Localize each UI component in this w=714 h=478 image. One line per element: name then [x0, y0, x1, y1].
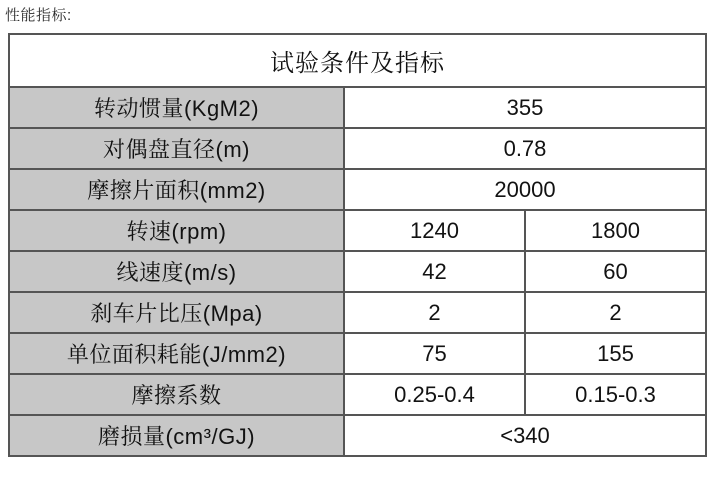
row-value: 42 — [344, 251, 525, 292]
row-value: 0.78 — [344, 128, 706, 169]
table-row — [9, 210, 706, 251]
row-value: 0.15-0.3 — [525, 374, 706, 415]
row-label: 刹车片比压(Mpa) — [9, 292, 344, 333]
row-value: 0.25-0.4 — [344, 374, 525, 415]
row-label: 单位面积耗能(J/mm2) — [9, 333, 344, 374]
row-label: 摩擦片面积(mm2) — [9, 169, 344, 210]
table-row — [9, 87, 706, 128]
table-row — [9, 333, 706, 374]
row-value: 60 — [525, 251, 706, 292]
row-label: 对偶盘直径(m) — [9, 128, 344, 169]
row-value: 355 — [344, 87, 706, 128]
row-label: 线速度(m/s) — [9, 251, 344, 292]
table-row — [9, 251, 706, 292]
table-title: 试验条件及指标 — [9, 34, 706, 87]
row-value: 1800 — [525, 210, 706, 251]
table-title-row — [9, 34, 706, 87]
row-value: 75 — [344, 333, 525, 374]
row-label: 摩擦系数 — [9, 374, 344, 415]
table-row — [9, 374, 706, 415]
row-label: 转动惯量(KgM2) — [9, 87, 344, 128]
spec-table — [8, 33, 707, 457]
table-row — [9, 169, 706, 210]
page-label: 性能指标: — [5, 7, 72, 24]
row-value: 20000 — [344, 169, 706, 210]
table-row — [9, 128, 706, 169]
row-value: 2 — [525, 292, 706, 333]
row-value: 2 — [344, 292, 525, 333]
row-value: 155 — [525, 333, 706, 374]
row-label: 转速(rpm) — [9, 210, 344, 251]
row-value: <340 — [344, 415, 706, 456]
table-row — [9, 292, 706, 333]
table-row — [9, 415, 706, 456]
row-label: 磨损量(cm³/GJ) — [9, 415, 344, 456]
row-value: 1240 — [344, 210, 525, 251]
